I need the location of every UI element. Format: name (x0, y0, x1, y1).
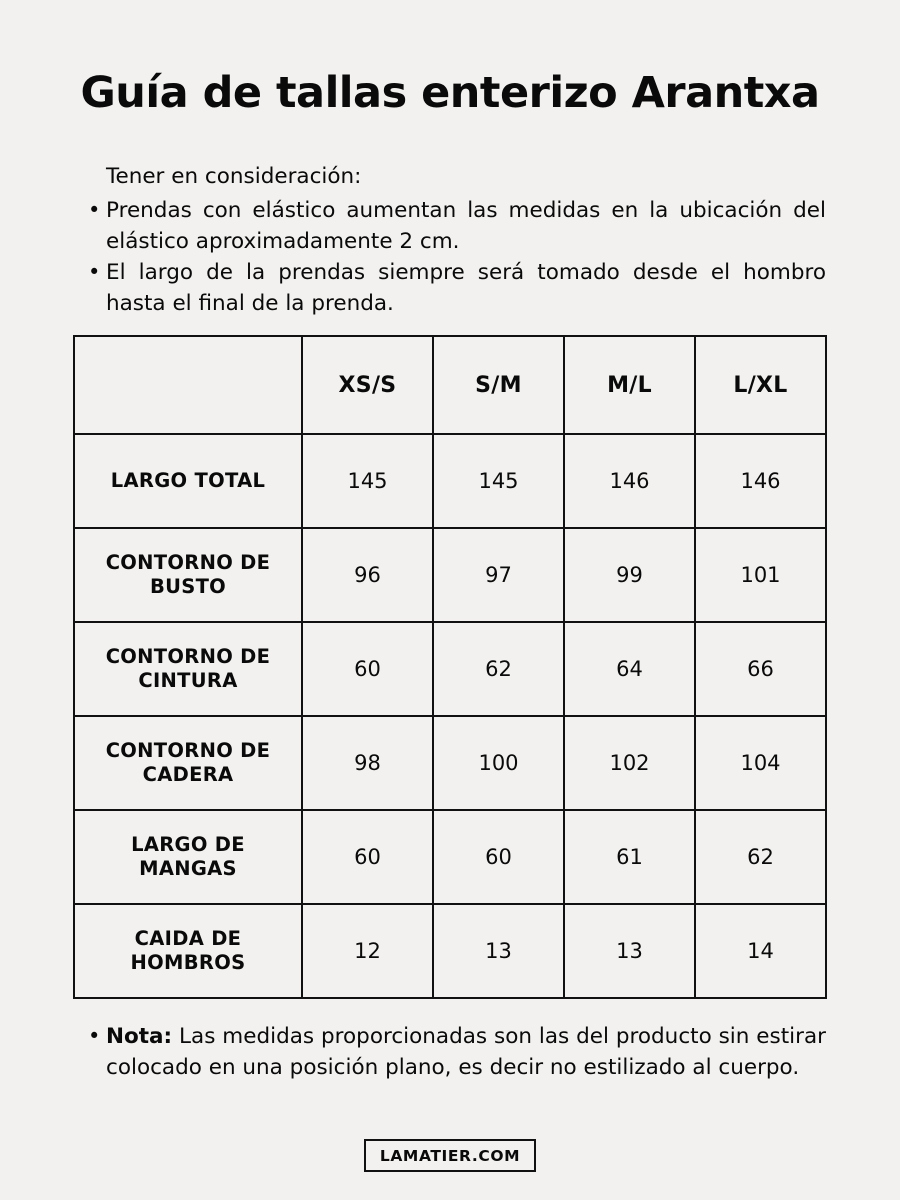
column-header-xs-s: XS/S (302, 336, 433, 434)
cell-value: 146 (695, 434, 826, 528)
consideration-text: El largo de la prendas siempre será tomado desde el hombro hasta el final de la prenda. (106, 259, 826, 317)
cell-value: 13 (433, 904, 564, 998)
row-label: LARGO DE MANGAS (74, 810, 302, 904)
cell-value: 104 (695, 716, 826, 810)
cell-value: 96 (302, 528, 433, 622)
row-label: CAIDA DE HOMBROS (74, 904, 302, 998)
cell-value: 145 (302, 434, 433, 528)
table-row (74, 434, 826, 528)
table-row (74, 904, 826, 998)
cell-value: 60 (302, 622, 433, 716)
considerations-block (60, 162, 840, 319)
page-title: Guía de tallas enterizo Arantxa (80, 68, 820, 118)
cell-value: 12 (302, 904, 433, 998)
cell-value: 13 (564, 904, 695, 998)
footnote (60, 1021, 840, 1083)
list-item (88, 257, 826, 319)
row-label: CONTORNO DE BUSTO (74, 528, 302, 622)
column-header-l-xl: L/XL (695, 336, 826, 434)
row-label: CONTORNO DE CADERA (74, 716, 302, 810)
size-table (73, 335, 827, 999)
cell-value: 101 (695, 528, 826, 622)
table-row (74, 810, 826, 904)
table-corner-cell (74, 336, 302, 434)
bullet-icon: • (88, 197, 101, 222)
row-label: LARGO TOTAL (74, 434, 302, 528)
considerations-intro: Tener en consideración: (106, 164, 362, 189)
table-header-row (74, 336, 826, 434)
cell-value: 14 (695, 904, 826, 998)
table-row (74, 528, 826, 622)
cell-value: 98 (302, 716, 433, 810)
cell-value: 61 (564, 810, 695, 904)
column-header-m-l: M/L (564, 336, 695, 434)
cell-value: 60 (433, 810, 564, 904)
footnote-text: Las medidas proporcionadas son las del producto sin estirar colocado en una posición plano, es decir no estilizado al cuerpo. (106, 1024, 826, 1081)
brand-footer (0, 1139, 900, 1172)
list-item (88, 195, 826, 257)
cell-value: 64 (564, 622, 695, 716)
table-row (74, 716, 826, 810)
consideration-text: Prendas con elástico aumentan las medidas en la ubicación del elástico aproximadamente 2 cm. (106, 197, 826, 254)
cell-value: 100 (433, 716, 564, 810)
cell-value: 99 (564, 528, 695, 622)
cell-value: 60 (302, 810, 433, 904)
footnote-label: Nota: (106, 1024, 173, 1050)
bullet-icon: • (88, 259, 101, 284)
row-label: CONTORNO DE CINTURA (74, 622, 302, 716)
cell-value: 97 (433, 528, 564, 622)
cell-value: 145 (433, 434, 564, 528)
table-row (74, 622, 826, 716)
column-header-s-m: S/M (433, 336, 564, 434)
bullet-icon: • (88, 1024, 101, 1049)
brand-logo: LAMATIER.COM (364, 1139, 536, 1172)
cell-value: 66 (695, 622, 826, 716)
cell-value: 146 (564, 434, 695, 528)
cell-value: 102 (564, 716, 695, 810)
cell-value: 62 (433, 622, 564, 716)
cell-value: 62 (695, 810, 826, 904)
